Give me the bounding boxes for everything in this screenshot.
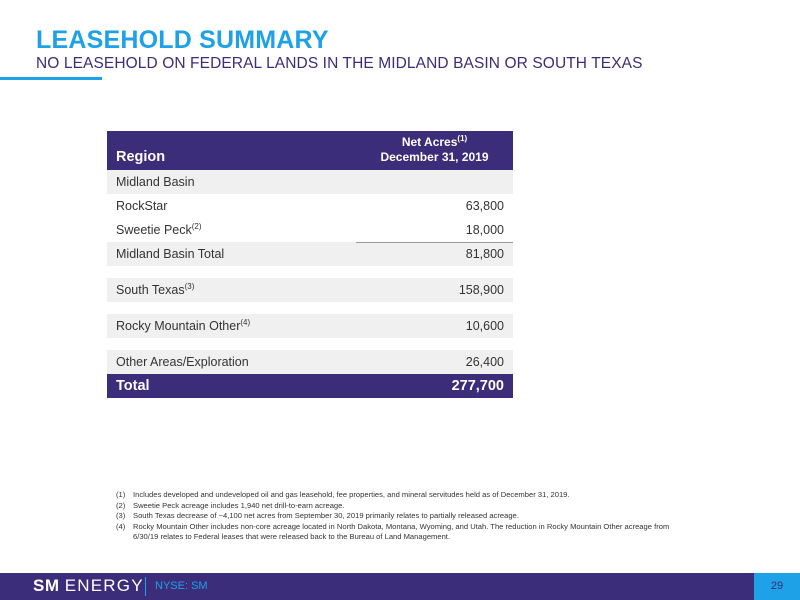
- footnote-item: (1) Includes developed and undeveloped oil and gas leasehold, fee properties, and mineral servitudes held as of December 31, 2019.: [116, 490, 570, 499]
- table-row: [107, 170, 513, 194]
- table-total-row: [107, 374, 513, 398]
- footnote-ref: (3): [184, 281, 195, 291]
- page-subtitle: NO LEASEHOLD ON FEDERAL LANDS IN THE MIDLAND BASIN OR SOUTH TEXAS: [36, 55, 643, 72]
- row-label-midland-total: Midland Basin Total: [107, 242, 356, 266]
- row-label-rocky-mountain: Rocky Mountain Other$^{(4)}$: [107, 314, 356, 338]
- table-row: [107, 278, 513, 302]
- footnote-ref: (1): [457, 134, 468, 143]
- footer-divider: [145, 577, 146, 596]
- table-row: [107, 350, 513, 374]
- row-spacer: [107, 266, 513, 278]
- row-value-other-areas: 26,400: [356, 350, 513, 374]
- footnote-item: (3) South Texas decrease of ~4,100 net acres from September 30, 2019 primarily relates to partially released acreage.: [116, 511, 519, 520]
- table-row: [107, 242, 513, 266]
- stock-ticker: NYSE: SM: [155, 580, 208, 592]
- net-acres-label: Net Acres: [401, 135, 458, 149]
- column-header-region: Region: [107, 131, 356, 170]
- table-row: [107, 194, 513, 218]
- row-value-rocky-mountain: 10,600: [356, 314, 513, 338]
- table-row: [107, 218, 513, 242]
- row-label-sweetie-peck: Sweetie Peck$^{(2)}$: [116, 221, 202, 237]
- row-value-south-texas: 158,900: [356, 278, 513, 302]
- title-accent-rule: [0, 77, 102, 80]
- row-label-other-areas: Other Areas/Exploration: [107, 350, 356, 374]
- row-label-total: Total: [107, 374, 356, 398]
- row-label-south-texas: South Texas$^{(3)}$: [107, 278, 356, 302]
- footnotes: [116, 490, 696, 543]
- row-spacer: [107, 302, 513, 314]
- row-value-rockstar: 63,800: [465, 199, 504, 213]
- table-row: [107, 314, 513, 338]
- leasehold-table: [107, 131, 513, 398]
- row-spacer: [107, 338, 513, 350]
- company-logo: SM ENERGY: [33, 576, 144, 595]
- table-header-row: [107, 131, 513, 170]
- footnote-item: (2) Sweetie Peck acreage includes 1,940 net drill-to-earn acreage.: [116, 500, 345, 510]
- row-value-sweetie-peck: 18,000: [356, 218, 513, 242]
- footnote-item: (4) Rocky Mountain Other includes non-core acreage located in North Dakota, Montana, Wyoming, and Utah. The reduction in Rocky Mountain Other acreage from 6/30/19 relates to Federal leases that were released back to the Bureau of Land Management.: [116, 521, 670, 541]
- net-acres-date: December 31, 2019: [380, 150, 489, 164]
- row-label-rockstar: RockStar: [116, 199, 168, 213]
- row-value-total: 277,700: [356, 374, 513, 398]
- footnote-ref: (2): [191, 221, 202, 231]
- page-number: 29: [754, 573, 800, 600]
- page-title: LEASEHOLD SUMMARY: [36, 26, 329, 54]
- column-header-net-acres: [356, 131, 513, 170]
- footer-bar: [0, 573, 800, 600]
- row-label-midland-basin: Midland Basin: [107, 170, 513, 194]
- row-value-midland-total: 81,800: [356, 242, 513, 266]
- footnote-ref: (4): [240, 317, 251, 327]
